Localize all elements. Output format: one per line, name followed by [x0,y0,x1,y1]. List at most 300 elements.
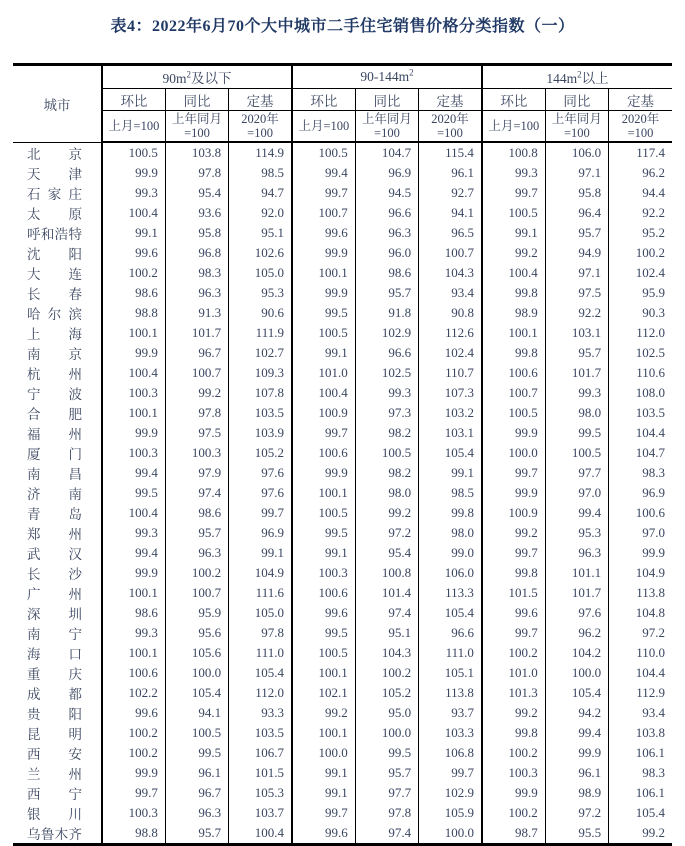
city-name [13,443,102,463]
index-value: 99.2 [292,703,355,723]
group-header-row [13,65,672,89]
table-row [13,403,672,423]
index-value: 99.8 [482,343,545,363]
index-value: 108.0 [609,383,672,403]
city-name-text: 天津 [27,166,82,182]
index-value: 98.9 [545,783,608,803]
table-row [13,703,672,723]
index-value: 99.9 [482,783,545,803]
city-name [13,303,102,323]
index-value: 100.2 [609,243,672,263]
table-row [13,423,672,443]
index-value: 96.6 [355,343,418,363]
index-value: 100.0 [419,823,482,845]
index-value: 96.2 [545,623,608,643]
index-value: 100.1 [102,403,165,423]
index-value: 99.4 [545,503,608,523]
index-value: 96.6 [355,203,418,223]
index-value: 98.6 [102,603,165,623]
index-value: 110.6 [609,363,672,383]
city-name-text: 武汉 [27,546,82,562]
index-value: 109.3 [229,363,292,383]
index-value: 99.1 [292,343,355,363]
index-value: 100.1 [102,583,165,603]
index-value: 99.3 [102,523,165,543]
index-value: 101.0 [482,663,545,683]
index-value: 99.9 [102,163,165,183]
index-value: 98.6 [355,263,418,283]
index-value: 99.6 [102,703,165,723]
index-value: 112.9 [609,683,672,703]
index-value: 99.2 [609,823,672,845]
city-name-text: 济南 [27,486,82,502]
index-value: 97.5 [545,283,608,303]
index-value: 111.0 [419,643,482,663]
index-value: 100.4 [102,503,165,523]
city-name [13,423,102,443]
index-value: 104.9 [609,563,672,583]
index-value: 98.2 [355,463,418,483]
city-name [13,183,102,203]
price-index-table [13,63,672,846]
index-value: 96.9 [229,523,292,543]
index-value: 100.9 [292,403,355,423]
index-value: 104.7 [355,142,418,163]
index-value: 102.5 [609,343,672,363]
index-value: 99.8 [419,503,482,523]
table-row [13,623,672,643]
index-value: 101.7 [545,583,608,603]
city-name [13,803,102,823]
index-value: 106.1 [609,783,672,803]
index-value: 104.2 [545,643,608,663]
index-value: 104.7 [609,443,672,463]
index-value: 100.1 [292,663,355,683]
index-value: 95.1 [355,623,418,643]
index-value: 100.1 [482,323,545,343]
city-name-text: 银川 [27,806,82,822]
index-value: 99.5 [165,743,228,763]
index-value: 111.0 [229,643,292,663]
index-value: 98.0 [545,403,608,423]
index-value: 93.4 [609,703,672,723]
city-name-text: 西安 [27,746,82,762]
city-name-text: 大连 [27,266,82,282]
city-name-text: 贵阳 [27,706,82,722]
index-value: 98.8 [102,823,165,845]
index-value: 100.1 [292,723,355,743]
index-value: 99.9 [292,463,355,483]
city-name-text: 深圳 [27,606,82,622]
index-value: 100.2 [102,263,165,283]
index-value: 92.0 [229,203,292,223]
index-value: 99.3 [545,383,608,403]
city-name-text: 北京 [27,146,82,162]
city-name-text: 西宁 [27,786,82,802]
table-row [13,683,672,703]
index-value: 105.0 [229,603,292,623]
table-row [13,163,672,183]
index-value: 100.0 [545,663,608,683]
city-name [13,683,102,703]
index-value: 93.3 [229,703,292,723]
index-value: 103.5 [609,403,672,423]
city-name-text: 石家庄 [27,186,82,202]
city-name-text: 重庆 [27,666,82,682]
metric-header-yoy: 同比 [165,89,228,111]
index-value: 100.2 [482,643,545,663]
index-value: 100.0 [292,743,355,763]
group-label: 144m [546,71,578,86]
index-value: 99.6 [102,243,165,263]
index-value: 100.4 [102,363,165,383]
index-value: 98.9 [482,303,545,323]
index-value: 99.5 [102,483,165,503]
city-name-text: 呼和浩特 [27,226,82,242]
index-value: 100.4 [292,383,355,403]
index-value: 106.1 [609,743,672,763]
city-name [13,483,102,503]
index-value: 100.5 [102,142,165,163]
index-value: 99.2 [482,243,545,263]
index-value: 103.8 [609,723,672,743]
table-row [13,543,672,563]
index-value: 105.4 [165,683,228,703]
index-value: 100.5 [355,443,418,463]
index-value: 99.9 [102,343,165,363]
index-value: 96.3 [355,223,418,243]
index-value: 99.7 [292,423,355,443]
base-header-prev-year: 上年同月=100 [545,111,608,143]
index-value: 117.4 [609,142,672,163]
index-value: 99.5 [292,303,355,323]
index-value: 95.9 [165,603,228,623]
city-name [13,163,102,183]
metric-header-base: 定基 [229,89,292,111]
index-value: 97.2 [355,523,418,543]
index-value: 97.4 [355,603,418,623]
index-value: 96.1 [165,763,228,783]
index-value: 93.4 [419,283,482,303]
base-header-2020: 2020年=100 [419,111,482,143]
index-value: 95.0 [355,703,418,723]
index-value: 100.3 [165,443,228,463]
index-value: 99.1 [229,543,292,563]
table-row [13,383,672,403]
index-value: 100.1 [102,643,165,663]
index-value: 92.7 [419,183,482,203]
city-name-text: 南宁 [27,626,82,642]
index-value: 95.6 [165,623,228,643]
index-value: 99.8 [482,723,545,743]
city-name-text: 海口 [27,646,82,662]
index-value: 96.3 [545,543,608,563]
index-value: 93.7 [419,703,482,723]
index-value: 97.8 [165,403,228,423]
table-row [13,483,672,503]
index-value: 96.6 [419,623,482,643]
index-value: 98.0 [419,523,482,543]
index-value: 95.4 [165,183,228,203]
index-value: 101.4 [355,583,418,603]
index-value: 99.3 [482,163,545,183]
table-row [13,243,672,263]
index-value: 90.3 [609,303,672,323]
index-value: 94.9 [545,243,608,263]
index-value: 97.2 [609,623,672,643]
index-value: 100.5 [545,443,608,463]
index-value: 99.9 [292,283,355,303]
index-value: 100.6 [102,663,165,683]
index-value: 101.1 [545,563,608,583]
city-name [13,563,102,583]
city-name [13,643,102,663]
index-value: 96.9 [355,163,418,183]
index-value: 95.7 [545,343,608,363]
index-value: 101.5 [482,583,545,603]
index-value: 99.2 [355,503,418,523]
city-name-text: 长春 [27,286,82,302]
index-value: 94.7 [229,183,292,203]
index-value: 103.5 [229,723,292,743]
index-value: 105.4 [609,803,672,823]
index-value: 100.3 [292,563,355,583]
index-value: 99.7 [419,763,482,783]
city-name [13,543,102,563]
index-value: 100.2 [355,663,418,683]
city-name-text: 成都 [27,686,82,702]
base-header-prev-month: 上月=100 [102,111,165,143]
index-value: 96.2 [609,163,672,183]
index-value: 113.3 [419,583,482,603]
index-value: 99.7 [229,503,292,523]
city-name-text: 厦门 [27,446,82,462]
base-header-2020: 2020年=100 [229,111,292,143]
index-value: 96.7 [165,783,228,803]
table-row [13,583,672,603]
index-value: 100.3 [482,763,545,783]
index-value: 106.0 [545,142,608,163]
index-value: 103.1 [545,323,608,343]
group-label-tail: 以上 [581,71,609,86]
index-value: 96.3 [165,803,228,823]
city-name [13,383,102,403]
index-value: 98.6 [102,283,165,303]
index-value: 91.3 [165,303,228,323]
metric-header-mom: 环比 [102,89,165,111]
superscript-2: 2 [409,67,414,78]
base-header-prev-year: 上年同月=100 [165,111,228,143]
index-value: 99.1 [102,223,165,243]
index-value: 113.8 [609,583,672,603]
index-value: 97.4 [165,483,228,503]
table-row [13,463,672,483]
index-value: 99.1 [482,223,545,243]
index-value: 102.6 [229,243,292,263]
index-value: 100.7 [292,203,355,223]
index-value: 102.9 [355,323,418,343]
index-value: 100.2 [102,723,165,743]
city-name [13,583,102,603]
base-header-prev-month: 上月=100 [482,111,545,143]
index-value: 97.8 [229,623,292,643]
index-value: 95.7 [165,823,228,845]
index-value: 102.5 [355,363,418,383]
table-row [13,823,672,845]
index-value: 96.3 [165,543,228,563]
table-row [13,183,672,203]
index-value: 99.2 [482,523,545,543]
superscript-2: 2 [577,69,582,80]
index-value: 99.3 [102,623,165,643]
index-value: 100.6 [609,503,672,523]
index-value: 99.7 [482,463,545,483]
table-row [13,343,672,363]
index-value: 112.0 [609,323,672,343]
index-value: 96.0 [355,243,418,263]
city-name [13,703,102,723]
index-value: 99.6 [292,823,355,845]
index-value: 105.1 [419,663,482,683]
index-value: 99.9 [102,763,165,783]
index-value: 99.6 [482,603,545,623]
index-value: 99.7 [292,803,355,823]
index-value: 99.4 [545,723,608,743]
table-row [13,763,672,783]
index-value: 97.9 [165,463,228,483]
index-value: 96.5 [419,223,482,243]
table-row [13,203,672,223]
index-value: 100.3 [102,383,165,403]
index-value: 97.5 [165,423,228,443]
index-value: 103.7 [229,803,292,823]
index-value: 90.8 [419,303,482,323]
metric-header-yoy: 同比 [545,89,608,111]
index-value: 104.9 [229,563,292,583]
index-value: 114.9 [229,142,292,163]
index-value: 96.3 [165,283,228,303]
index-value: 95.7 [545,223,608,243]
index-value: 95.8 [545,183,608,203]
index-value: 100.5 [482,403,545,423]
city-name [13,723,102,743]
index-value: 104.4 [609,663,672,683]
metric-header-mom: 环比 [482,89,545,111]
index-value: 99.2 [482,703,545,723]
index-value: 106.7 [229,743,292,763]
index-value: 97.7 [545,463,608,483]
city-name [13,623,102,643]
superscript-2: 2 [186,69,191,80]
index-value: 105.9 [419,803,482,823]
table-row [13,643,672,663]
index-value: 104.3 [355,643,418,663]
index-value: 94.5 [355,183,418,203]
index-value: 95.7 [355,763,418,783]
index-value: 115.4 [419,142,482,163]
city-name-text: 上海 [27,326,82,342]
index-value: 100.4 [102,203,165,223]
base-header-prev-month: 上月=100 [292,111,355,143]
city-name [13,243,102,263]
index-value: 100.5 [292,643,355,663]
index-value: 99.5 [355,743,418,763]
index-value: 100.3 [102,803,165,823]
index-value: 99.3 [355,383,418,403]
index-value: 100.1 [292,483,355,503]
index-value: 100.7 [419,243,482,263]
table-row [13,443,672,463]
group-label-tail: 及以下 [191,71,232,86]
index-value: 105.3 [229,783,292,803]
index-value: 97.1 [545,263,608,283]
base-header-row [13,111,672,143]
index-value: 103.5 [229,403,292,423]
index-value: 99.5 [292,523,355,543]
index-value: 99.1 [292,783,355,803]
index-value: 97.8 [165,163,228,183]
index-value: 100.5 [482,203,545,223]
index-value: 95.7 [165,523,228,543]
index-value: 92.2 [609,203,672,223]
index-value: 100.8 [355,563,418,583]
index-value: 104.3 [419,263,482,283]
index-value: 100.2 [482,803,545,823]
index-value: 100.2 [102,743,165,763]
table-row [13,263,672,283]
index-value: 99.9 [545,743,608,763]
city-name [13,283,102,303]
index-value: 95.3 [545,523,608,543]
index-value: 102.1 [292,683,355,703]
index-value: 101.3 [482,683,545,703]
index-value: 97.3 [355,403,418,423]
city-name-text: 沈阳 [27,246,82,262]
index-value: 98.6 [165,503,228,523]
table-row [13,783,672,803]
table-title: 表4：2022年6月70个大中城市二手住宅销售价格分类指数（一） [110,18,575,35]
index-value: 103.2 [419,403,482,423]
index-value: 99.9 [482,483,545,503]
table-row [13,142,672,163]
index-value: 95.3 [229,283,292,303]
index-value: 103.1 [419,423,482,443]
index-value: 104.8 [609,603,672,623]
index-value: 100.2 [165,563,228,583]
index-value: 98.2 [355,423,418,443]
index-value: 103.9 [229,423,292,443]
index-value: 99.2 [165,383,228,403]
city-name [13,823,102,845]
table-row [13,283,672,303]
city-name-text: 广州 [27,586,82,602]
city-column-header: 城市 [13,65,102,143]
metric-header-mom: 环比 [292,89,355,111]
index-value: 97.1 [545,163,608,183]
table-row [13,603,672,623]
city-name-text: 长沙 [27,566,82,582]
index-value: 99.7 [292,183,355,203]
table-row [13,303,672,323]
table-row [13,563,672,583]
index-value: 96.4 [545,203,608,223]
group-label: 90m [162,71,187,86]
index-value: 102.2 [102,683,165,703]
city-name-text: 昆明 [27,726,82,742]
index-value: 111.9 [229,323,292,343]
city-name-text: 哈尔滨 [27,306,82,322]
index-value: 112.0 [229,683,292,703]
